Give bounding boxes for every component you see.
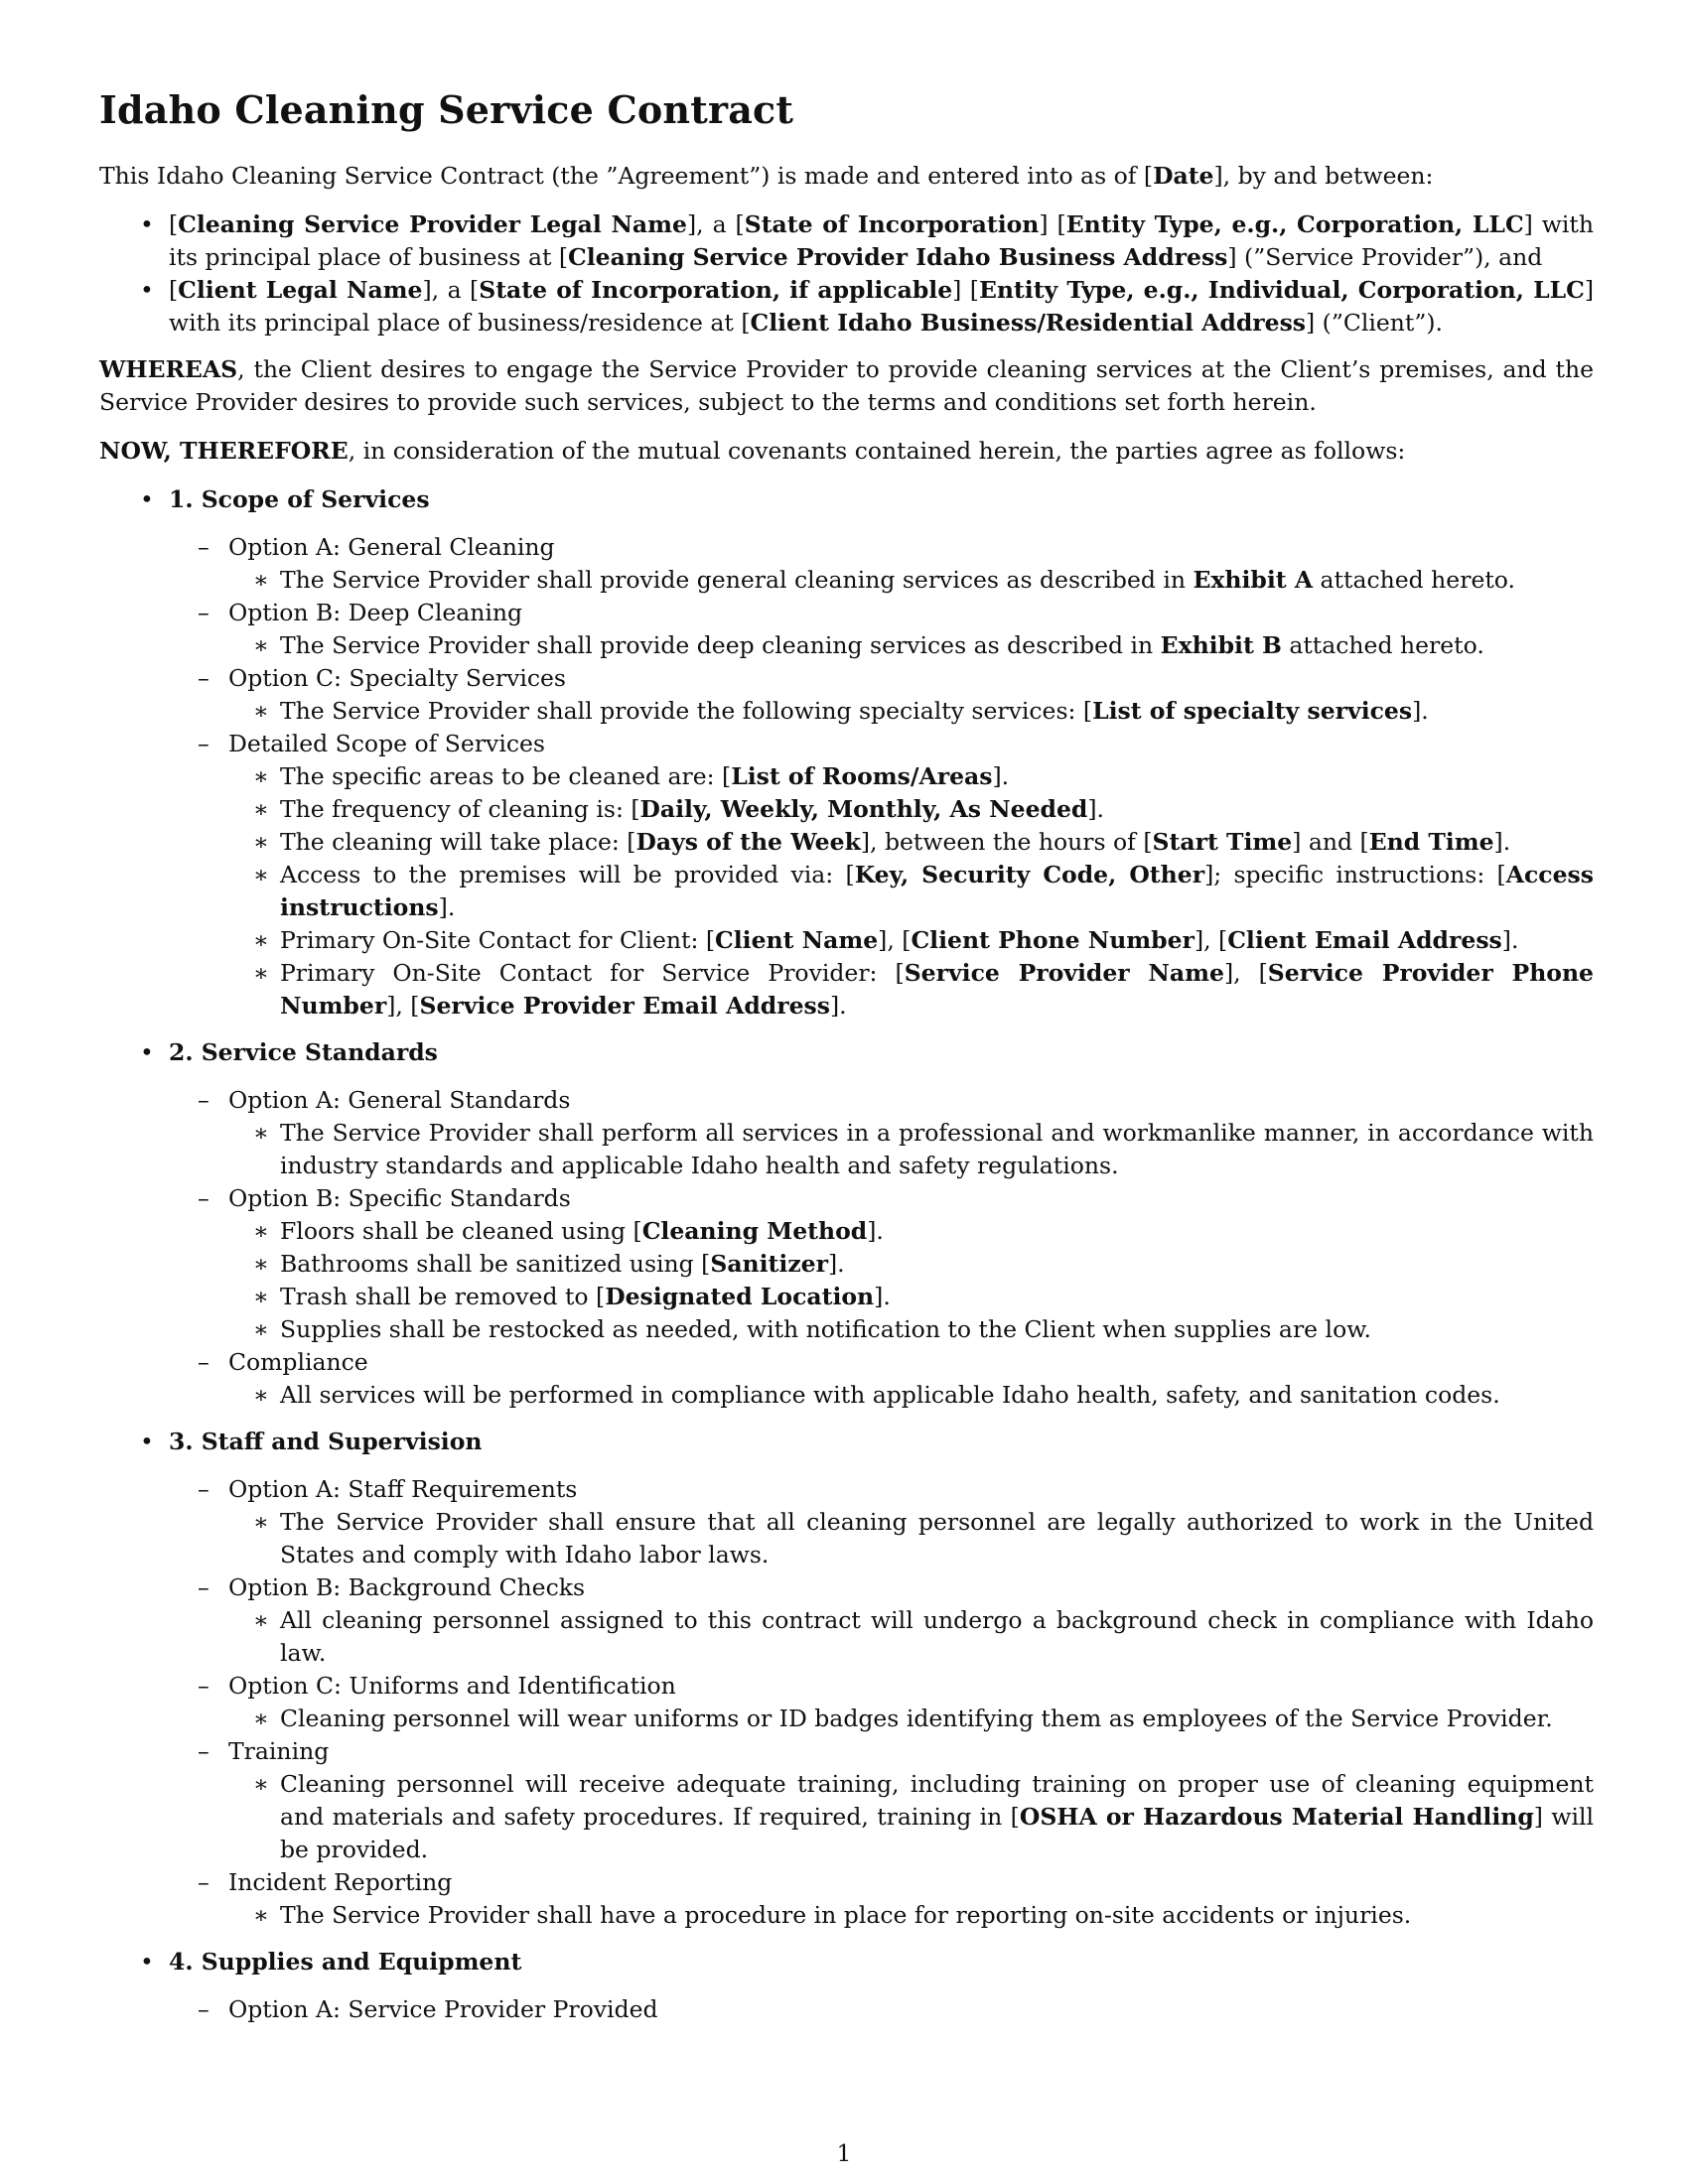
subsection-title: – Incident Reporting [228,1868,453,1896]
subsection-title: – Option C: Uniforms and Identification [228,1672,676,1700]
text: ], a [ [422,276,480,304]
subsection-list [99,1993,1594,2026]
text: ], between the hours of [ [860,828,1153,856]
text: ] (”Service Provider”), and [1227,243,1543,271]
text: ] (”Client”). [1306,309,1444,337]
now-therefore-paragraph [99,435,1594,468]
now-therefore-label: NOW, THEREFORE [99,437,349,465]
clause-list [99,1506,1594,1571]
placeholder: State of Incorporation, if applicable [479,276,953,304]
placeholder: Cleaning Method [641,1217,868,1245]
clause [99,1768,1594,1866]
placeholder: List of Rooms/Areas [731,762,993,790]
subsection [99,597,1594,662]
text: ]. [867,1217,884,1245]
clause [99,1281,1594,1313]
text: The frequency of cleaning is: [ [280,795,640,823]
clause [99,760,1594,793]
clause-list [99,695,1594,728]
placeholder: Exhibit B [1160,631,1282,659]
clause [99,564,1594,597]
placeholder: Client Email Address [1227,926,1502,954]
text: ] with its principal place of business/residence at [ [169,276,1595,337]
whereas-label: WHEREAS [99,355,238,383]
clause: ∗ The Service Provider shall have a procedure in place for reporting on-site accidents or injuries. [99,1899,1594,1932]
subsection [99,1571,1594,1670]
text: ]. [1501,926,1519,954]
text: Bathrooms shall be sanitized using [ [280,1250,711,1278]
text: ]. [1412,697,1429,725]
clause [99,957,1594,1023]
subsection-title: – Option A: General Cleaning [228,533,555,561]
clause-list [99,1215,1594,1346]
subsection-title: – Compliance [228,1348,368,1376]
text: ] [ [952,276,979,304]
placeholder: Access instructions [280,861,1594,921]
subsection [99,1993,1594,2026]
text: Primary On-Site Contact for Client: [ [280,926,716,954]
subsection-title: – Option A: Service Provider Provided [228,1995,658,2023]
subsection-list [99,1084,1594,1412]
subsection-title: – Option C: Specialty Services [228,664,566,692]
subsection [99,531,1594,597]
clause [99,924,1594,957]
placeholder: Service Provider Phone Number [280,959,1594,1020]
clause [99,695,1594,728]
text: [ [169,210,179,238]
section-2 [99,1036,1594,1412]
subsection [99,1670,1594,1735]
text: Floors shall be cleaned using [ [280,1217,642,1245]
placeholder: End Time [1368,828,1494,856]
text: ] [ [1039,210,1066,238]
clause: ∗ All cleaning personnel assigned to this contract will undergo a background check in compliance with Idaho law. [99,1604,1594,1670]
text: ], [ [1223,959,1268,987]
clause: ∗ The Service Provider shall perform all services in a professional and workmanlike manner, in accordance with industry standards and applicable Idaho health and safety regulations. [99,1117,1594,1182]
text: ] with its principal place of business at [ [169,210,1594,271]
placeholder: Service Provider Email Address [419,992,830,1020]
clause: ∗ Cleaning personnel will wear uniforms or ID badges identifying them as employees of the Service Provider. [99,1703,1594,1735]
clause: ∗ The Service Provider shall ensure that all cleaning personnel are legally authorized to work in the United States and comply with Idaho labor laws. [99,1506,1594,1571]
subsection [99,1084,1594,1182]
intro-text: ], by and between: [1213,162,1434,190]
text: ]. [874,1283,891,1310]
date-placeholder: Date [1153,162,1214,190]
document-title: Idaho Cleaning Service Contract [99,87,794,132]
placeholder: Days of the Week [635,828,861,856]
party-client [99,274,1594,340]
clause-list [99,564,1594,597]
placeholder: Daily, Weekly, Monthly, As Needed [639,795,1088,823]
clause-list [99,1117,1594,1182]
subsection-title: – Option B: Background Checks [228,1573,586,1601]
placeholder: OSHA or Hazardous Material Handling [1019,1803,1534,1831]
section-title: • 4. Supplies and Equipment [169,1948,522,1976]
text: ]. [438,893,456,921]
placeholder: Entity Type, e.g., Individual, Corporation, LLC [978,276,1585,304]
section-title: • 3. Staff and Supervision [169,1428,483,1455]
clause-list [99,1604,1594,1670]
text: [ [169,276,179,304]
section-title: • 2. Service Standards [169,1038,438,1066]
text: ], [ [878,926,912,954]
clause-list [99,629,1594,662]
clause [99,629,1594,662]
section-4 [99,1946,1594,2026]
placeholder: Client Name [715,926,879,954]
placeholder: Client Idaho Business/Residential Address [750,309,1307,337]
text: The cleaning will take place: [ [280,828,636,856]
text: The Service Provider shall provide the following specialty services: [ [280,697,1093,725]
clause-list [99,1768,1594,1866]
text: Primary On-Site Contact for Service Provider: [ [280,959,905,987]
subsection-title: – Option B: Specific Standards [228,1184,571,1212]
subsection-title: – Option A: General Standards [228,1086,571,1114]
placeholder: Client Phone Number [911,926,1195,954]
placeholder: Sanitizer [710,1250,829,1278]
subsection [99,1346,1594,1412]
clause [99,1215,1594,1248]
text: Access to the premises will be provided via: [ [280,861,855,888]
clause-list [99,1899,1594,1932]
clause: ∗ All services will be performed in compliance with applicable Idaho health, safety, and sanitation codes. [99,1379,1594,1412]
clause-list [99,1379,1594,1412]
placeholder: Designated Location [605,1283,875,1310]
subsection [99,662,1594,728]
placeholder: Start Time [1152,828,1293,856]
placeholder: Cleaning Service Provider Legal Name [178,210,687,238]
subsection [99,1866,1594,1932]
text: ]. [1493,828,1511,856]
placeholder: Exhibit A [1193,566,1314,594]
intro-paragraph [99,160,1594,193]
text: attached hereto. [1281,631,1484,659]
whereas-text: , the Client desires to engage the Service Provider to provide cleaning services at the Client’s premises, and the Service Provider desires to provide such services, subject to the terms and conditions set forth herein. [99,355,1594,416]
text: ]. [828,1250,845,1278]
placeholder: Key, Security Code, Other [854,861,1205,888]
text: ] and [ [1292,828,1369,856]
subsection-title: – Option A: Staff Requirements [228,1475,578,1503]
subsection-list [99,1473,1594,1932]
subsection [99,728,1594,1023]
subsection [99,1735,1594,1866]
text: Trash shall be removed to [ [280,1283,606,1310]
text: ]. [830,992,847,1020]
clause: ∗ Supplies shall be restocked as needed, with notification to the Client when supplies are low. [99,1313,1594,1346]
placeholder: List of specialty services [1092,697,1413,725]
section-title: • 1. Scope of Services [169,485,430,513]
clause [99,859,1594,924]
subsection [99,1182,1594,1346]
placeholder: Entity Type, e.g., Corporation, LLC [1065,210,1524,238]
text: ]. [1087,795,1104,823]
subsection-list [99,531,1594,1023]
contract-page [99,87,1594,2040]
text: ], [ [386,992,420,1020]
text: The Service Provider shall provide deep cleaning services as described in [280,631,1161,659]
text: ] will be provided. [280,1803,1594,1863]
placeholder: Service Provider Name [904,959,1224,987]
placeholder: Cleaning Service Provider Idaho Business Address [568,243,1228,271]
sections-list [99,483,1594,2026]
party-service-provider [99,208,1594,274]
text: ]; specific instructions: [ [1204,861,1506,888]
subsection-title: – Option B: Deep Cleaning [228,599,523,626]
text: Cleaning personnel will receive adequate training, including training on proper use of cleaning equipment and materials and safety procedures. If required, training in [ [280,1770,1594,1831]
text: The Service Provider shall provide general cleaning services as described in [280,566,1194,594]
subsection-title: – Detailed Scope of Services [228,730,545,757]
whereas-paragraph [99,353,1594,419]
clause-list [99,1703,1594,1735]
clause [99,1248,1594,1281]
section-1 [99,483,1594,1023]
text: attached hereto. [1313,566,1516,594]
text: ], [ [1194,926,1228,954]
intro-text: This Idaho Cleaning Service Contract (the ”Agreement”) is made and entered into as of [ [99,162,1154,190]
parties-list [99,208,1594,340]
clause [99,826,1594,859]
placeholder: Client Legal Name [178,276,423,304]
text: ]. [992,762,1010,790]
clause [99,793,1594,826]
clause-list [99,760,1594,1023]
page-number: 1 [836,2139,852,2167]
subsection-title: – Training [228,1737,330,1765]
placeholder: State of Incorporation [744,210,1040,238]
subsection [99,1473,1594,1571]
text: ], a [ [686,210,745,238]
text: The specific areas to be cleaned are: [ [280,762,732,790]
now-therefore-text: , in consideration of the mutual covenants contained herein, the parties agree as follows: [348,437,1406,465]
section-3 [99,1426,1594,1932]
